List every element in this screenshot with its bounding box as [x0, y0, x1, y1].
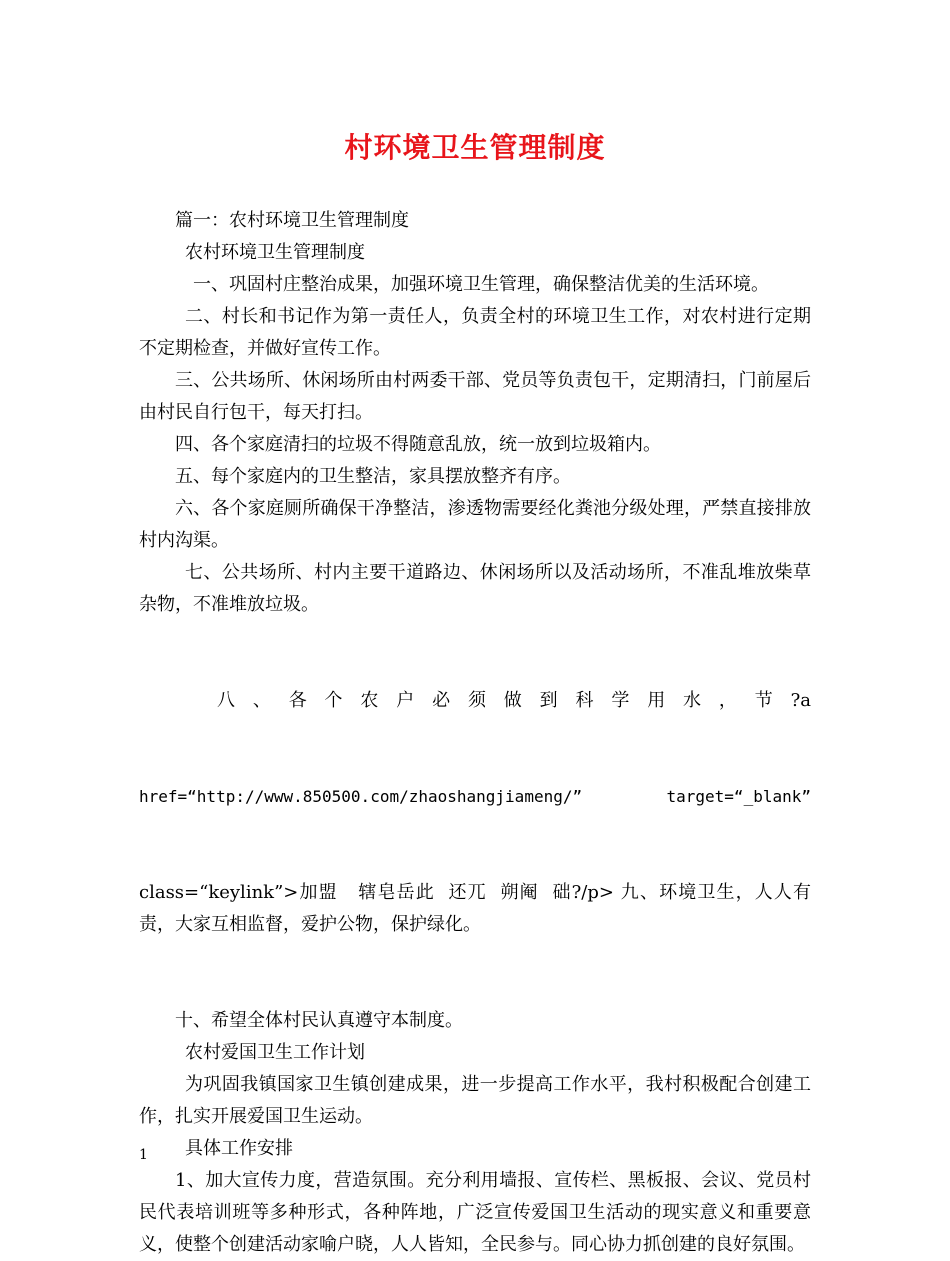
document-title: 村环境卫生管理制度 [344, 131, 606, 164]
paragraph-item-3: 三、公共场所、休闲场所由村两委干部、党员等负责包干，定期清扫，门前屋后由村民自行包干，每天打扫。 [139, 370, 811, 423]
paragraph-section-heading: 篇一：农村环境卫生管理制度 [175, 210, 409, 231]
paragraph-item-5: 五、每个家庭内的卫生整洁，家具摆放整齐有序。 [175, 466, 571, 487]
paragraph-item-4: 四、各个家庭清扫的垃圾不得随意乱放，统一放到垃圾箱内。 [175, 434, 661, 455]
document-body [139, 205, 811, 1261]
paragraph-item-8-line-2: href=“http://www.850500.com/zhaoshangjiameng/” target=“_blank” [139, 787, 811, 806]
paragraph-item-6: 六、各个家庭厕所确保干净整洁，渗透物需要经化粪池分级处理，严禁直接排放村内沟渠。 [139, 498, 811, 551]
paragraph-item-8-line-3: class=“keylink”>加盟 辖皂岳此 还兀 朔阉 础?/p> 九、环境卫生，人人有责，大家互相监督，爱护公物，保护绿化。 [139, 882, 811, 935]
paragraph-plan-item-1: 1、加大宣传力度，营造氛围。充分利用墙报、宣传栏、黑板报、会议、党员村民代表培训班等多种形式，各种阵地，广泛宣传爱国卫生活动的现实意义和重要意义，使整个创建活动家喻户晓，人人皆知，全民参与。同心协力抓创建的良好氛围。 [139, 1170, 811, 1255]
paragraph-plan-subheading: 具体工作安排 [185, 1138, 293, 1159]
paragraph-item-8-line-1: 八 、 各 个 农 户 必 须 做 到 科 学 用 水 ， 节 ?a [217, 690, 811, 711]
paragraph-item-1: 一、巩固村庄整治成果，加强环境卫生管理，确保整洁优美的生活环境。 [193, 274, 769, 295]
page-number: 1 [139, 1147, 148, 1163]
paragraph-item-2: 二、村长和书记作为第一责任人，负责全村的环境卫生工作，对农村进行定期不定期检查，并做好宣传工作。 [139, 306, 811, 359]
paragraph-item-7: 七、公共场所、村内主要干道路边、休闲场所以及活动场所，不准乱堆放柴草杂物，不准堆放垃圾。 [139, 562, 811, 615]
paragraph-plan-intro: 为巩固我镇国家卫生镇创建成果，进一步提高工作水平，我村积极配合创建工作，扎实开展爱国卫生运动。 [139, 1074, 811, 1127]
paragraph-plan-heading: 农村爱国卫生工作计划 [185, 1042, 365, 1063]
paragraph-item-8 [139, 621, 811, 1005]
paragraph-subheading: 农村环境卫生管理制度 [185, 242, 365, 263]
paragraph-item-10: 十、希望全体村民认真遵守本制度。 [175, 1010, 463, 1031]
